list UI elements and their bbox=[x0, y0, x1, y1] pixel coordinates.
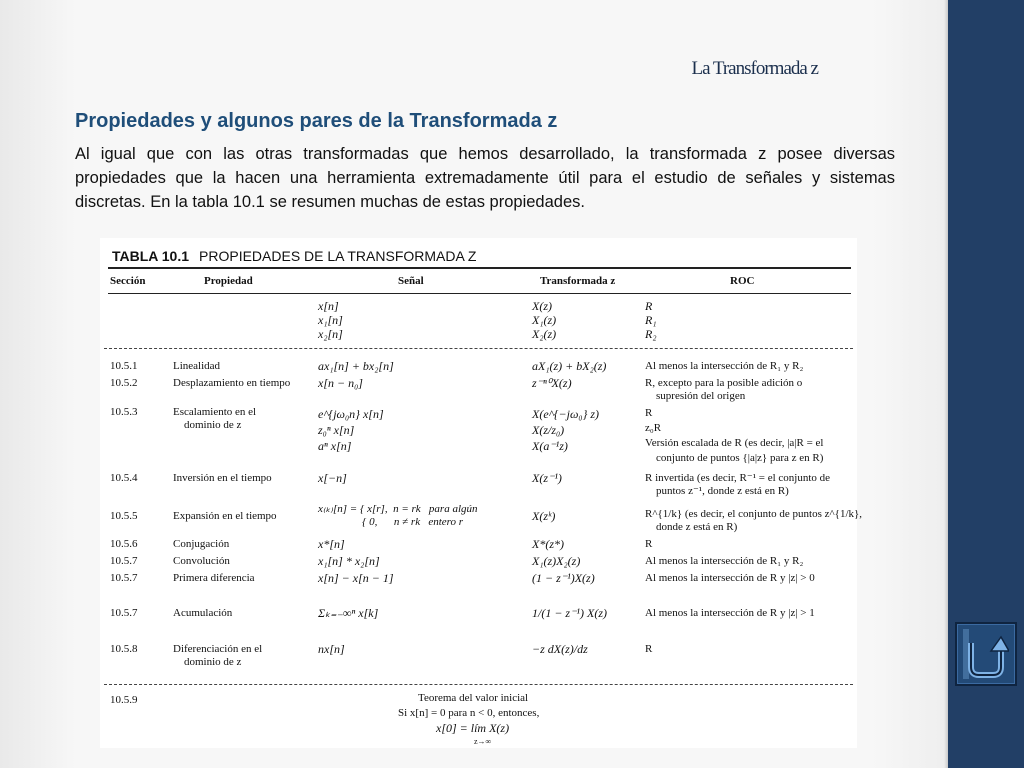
row-transform: X(zᵏ) bbox=[532, 509, 556, 523]
row-signal: x₁[n] * x₂[n] bbox=[318, 554, 380, 568]
row-roc: Al menos la intersección de R₁ y R₂ bbox=[645, 360, 804, 372]
row-property: Linealidad bbox=[173, 360, 221, 372]
row-transform: X(z⁻¹) bbox=[532, 471, 562, 485]
row-property: Convolución bbox=[173, 555, 230, 567]
row-transform: 1/(1 − z⁻¹) X(z) bbox=[532, 606, 608, 620]
row-section: 10.5.2 bbox=[110, 377, 138, 389]
row-signal: x[−n] bbox=[318, 471, 347, 485]
row-property: Conjugación bbox=[173, 538, 230, 550]
theorem-line1: Si x[n] = 0 para n < 0, entonces, bbox=[398, 707, 540, 719]
row-signal: x₍ₖ₎[n] = { x[r], n = rk para algún { 0, n ≠ rk entero r bbox=[318, 503, 478, 528]
theorem-line3: z→∞ bbox=[474, 737, 492, 746]
row-property: Primera diferencia bbox=[173, 572, 255, 584]
row-section: 10.5.1 bbox=[110, 360, 138, 372]
base-transform-x2: X₂(z) bbox=[532, 327, 557, 341]
row-section: 10.5.5 bbox=[110, 510, 138, 522]
row-roc: R bbox=[645, 643, 653, 655]
row-property: Diferenciación en el dominio de z bbox=[173, 643, 263, 668]
slide-header-title: La Transformada z bbox=[691, 58, 818, 79]
row-transform: aX₁(z) + bX₂(z) bbox=[532, 359, 607, 373]
return-arrow-icon bbox=[963, 629, 1009, 679]
row-section: 10.5.6 bbox=[110, 538, 138, 550]
row-roc: Al menos la intersección de R y |z| > 1 bbox=[645, 607, 815, 619]
col-header-roc: ROC bbox=[730, 275, 755, 287]
row-property: Inversión en el tiempo bbox=[173, 472, 272, 484]
base-roc-r1: R₁ bbox=[645, 313, 657, 327]
theorem-title: Teorema del valor inicial bbox=[418, 692, 529, 704]
row-transform: X*(z*) bbox=[532, 537, 564, 551]
row-transform: (1 − z⁻¹)X(z) bbox=[532, 571, 595, 585]
row-roc: R, excepto para la posible adición o supresión del origen bbox=[645, 377, 803, 402]
col-header-propiedad: Propiedad bbox=[204, 275, 253, 287]
row-roc: R invertida (es decir, R⁻¹ = el conjunto de puntos z⁻¹, donde z está en R) bbox=[645, 472, 831, 497]
row-signal: x[n − n₀] bbox=[318, 376, 363, 390]
row-signal: nx[n] bbox=[318, 642, 345, 656]
table-header-rule bbox=[108, 293, 851, 294]
row-signal: x[n] − x[n − 1] bbox=[318, 571, 394, 585]
row-section: 10.5.4 bbox=[110, 472, 138, 484]
table-heading bbox=[112, 248, 477, 264]
col-header-transformada: Transformada z bbox=[540, 275, 616, 287]
table-dashed-separator-bottom bbox=[104, 684, 853, 685]
table-dashed-separator bbox=[104, 348, 853, 349]
row-section: 10.5.7 bbox=[110, 555, 138, 567]
row-section: 10.5.7 bbox=[110, 607, 138, 619]
row-signal: ax₁[n] + bx₂[n] bbox=[318, 359, 394, 373]
row-property: Desplazamiento en tiempo bbox=[173, 377, 291, 389]
base-signal-x2: x₂[n] bbox=[318, 327, 343, 341]
base-transform-x1: X₁(z) bbox=[532, 313, 557, 327]
row-section: 10.5.7 bbox=[110, 572, 138, 584]
row-property: Escalamiento en el dominio de z bbox=[173, 406, 257, 431]
row-roc: R^{1/k} (es decir, el conjunto de puntos z^{1/k}, donde z está en R) bbox=[645, 508, 863, 533]
base-roc-r2: R₂ bbox=[645, 327, 657, 341]
row-transform: X₁(z)X₂(z) bbox=[532, 554, 581, 568]
table-top-rule bbox=[108, 267, 851, 269]
table-label: TABLA 10.1 bbox=[112, 248, 190, 264]
row-section: 10.5.8 bbox=[110, 643, 138, 655]
row-signal: x*[n] bbox=[318, 537, 345, 551]
row-roc: Al menos la intersección de R₁ y R₂ bbox=[645, 555, 804, 567]
intro-paragraph: Al igual que con las otras transformadas que hemos desarrollado, la transformada z posee diversas propiedades que la hacen una herramienta extremadamente útil para el estudio de señales y sistemas discretas. En la tabla 10.1 se resumen muchas de estas propiedades. bbox=[75, 145, 895, 211]
table-title: PROPIEDADES DE LA TRANSFORMADA Z bbox=[199, 248, 477, 264]
row-property: Acumulación bbox=[173, 607, 233, 619]
section-subtitle: Propiedades y algunos pares de la Transformada z bbox=[75, 110, 558, 132]
row-section: 10.5.3 bbox=[110, 406, 138, 418]
row-roc: Al menos la intersección de R y |z| > 0 bbox=[645, 572, 815, 584]
row-property: Expansión en el tiempo bbox=[173, 510, 277, 522]
col-header-senal: Señal bbox=[398, 275, 424, 287]
row-signal: Σₖ₌₋∞ⁿ x[k] bbox=[318, 606, 379, 620]
base-signal-x: x[n] bbox=[318, 299, 339, 313]
return-button[interactable] bbox=[955, 622, 1017, 686]
theorem-section: 10.5.9 bbox=[110, 694, 138, 706]
theorem-line2: x[0] = lím X(z) bbox=[436, 721, 510, 735]
row-transform: z⁻ⁿ⁰X(z) bbox=[532, 376, 572, 390]
row-signal: e^{jω₀n} x[n] z₀ⁿ x[n] aⁿ x[n] bbox=[318, 407, 384, 453]
base-roc-r: R bbox=[645, 299, 653, 313]
row-roc: R z₀R Versión escalada de R (es decir, |a|R = el conjunto de puntos {|a|z} para z en R) bbox=[645, 407, 824, 464]
base-transform-x: X(z) bbox=[532, 299, 552, 313]
base-signal-x1: x₁[n] bbox=[318, 313, 343, 327]
properties-table bbox=[100, 238, 863, 748]
row-transform: −z dX(z)/dz bbox=[532, 642, 588, 656]
row-roc: R bbox=[645, 538, 653, 550]
col-header-seccion: Sección bbox=[110, 275, 146, 287]
row-transform: X(e^{−jω₀} z) X(z/z₀) X(a⁻¹z) bbox=[532, 407, 600, 453]
